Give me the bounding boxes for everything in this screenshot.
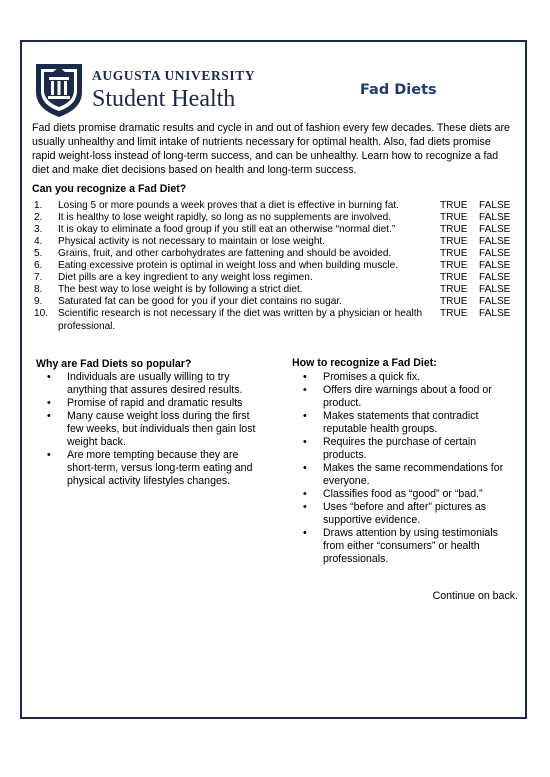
quiz-item-number: 1. xyxy=(34,200,43,211)
quiz-item xyxy=(32,224,520,236)
list-item: • Uses “before and after” pictures as supportive evidence. xyxy=(292,501,520,527)
list-item: • Individuals are usually willing to try anything that assures desired results. xyxy=(36,371,268,397)
department-name: Student Health xyxy=(92,86,236,112)
quiz-item-number: 10. xyxy=(34,308,49,319)
quiz-item-text: It is okay to eliminate a food group if you still eat an otherwise “normal diet.” xyxy=(58,224,396,235)
quiz-item-text: Eating excessive protein is optimal in weight loss and when building muscle. xyxy=(58,260,399,271)
list-item: • Promises a quick fix. xyxy=(292,371,520,384)
quiz-list xyxy=(32,200,520,333)
quiz-item xyxy=(32,212,520,224)
university-logo xyxy=(34,62,254,118)
false-option: FALSE xyxy=(479,296,511,307)
true-option: TRUE xyxy=(440,308,468,319)
false-option: FALSE xyxy=(479,236,511,247)
quiz-item-number: 5. xyxy=(34,248,43,259)
true-option: TRUE xyxy=(440,296,468,307)
list-item: • Many cause weight loss during the first few weeks, but individuals then gain lost weight back. xyxy=(36,410,268,449)
quiz-item-text: Scientific research is not necessary if the diet was written by a physician or health professional. xyxy=(58,308,423,332)
quiz-question: Can you recognize a Fad Diet? xyxy=(32,183,187,195)
quiz-item-number: 6. xyxy=(34,260,43,271)
list-item: • Makes the same recommendations for everyone. xyxy=(292,462,520,488)
quiz-item-number: 7. xyxy=(34,272,43,283)
recognize-list xyxy=(292,371,520,566)
intro-paragraph: Fad diets promise dramatic results and cycle in and out of fashion every few decades. These diets are usually unhealthy and limit intake of nutrients necessary for optimal health. Also, fad diets promise rapid weight-loss instead of long-term success, and can be unhealthy. Learn how to recognize a fad diet and make diet decisions based on health and long-term success. xyxy=(32,122,510,176)
quiz-item-text: Physical activity is not necessary to maintain or lose weight. xyxy=(58,236,326,247)
false-option: FALSE xyxy=(479,284,511,295)
quiz-item xyxy=(32,236,520,248)
list-item: • Are more tempting because they are short-term, versus long-term eating and physical activity lifestyles changes. xyxy=(36,449,268,488)
quiz-item xyxy=(32,260,520,272)
false-option: FALSE xyxy=(479,308,511,319)
quiz-item-number: 2. xyxy=(34,212,43,223)
quiz-item xyxy=(32,308,520,333)
true-option: TRUE xyxy=(440,284,468,295)
popular-list xyxy=(36,371,268,488)
quiz-item-text: The best way to lose weight is by following a strict diet. xyxy=(58,284,303,295)
list-item: • Requires the purchase of certain products. xyxy=(292,436,520,462)
quiz-item-text: It is healthy to lose weight rapidly, so long as no supplements are involved. xyxy=(58,212,392,223)
false-option: FALSE xyxy=(479,200,511,211)
true-option: TRUE xyxy=(440,200,468,211)
quiz-item-number: 4. xyxy=(34,236,43,247)
quiz-item-number: 8. xyxy=(34,284,43,295)
true-option: TRUE xyxy=(440,260,468,271)
list-item: • Promise of rapid and dramatic results xyxy=(36,397,268,410)
quiz-item-text: Diet pills are a key ingredient to any weight loss regimen. xyxy=(58,272,313,283)
false-option: FALSE xyxy=(479,212,511,223)
popular-heading: Why are Fad Diets so popular? xyxy=(36,358,192,370)
shield-icon xyxy=(34,62,84,118)
true-option: TRUE xyxy=(440,224,468,235)
false-option: FALSE xyxy=(479,224,511,235)
page-title: Fad Diets xyxy=(360,82,437,98)
true-option: TRUE xyxy=(440,248,468,259)
quiz-item-text: Saturated fat can be good for you if your diet contains no sugar. xyxy=(58,296,342,307)
false-option: FALSE xyxy=(479,248,511,259)
true-option: TRUE xyxy=(440,272,468,283)
quiz-item xyxy=(32,200,520,212)
list-item: • Draws attention by using testimonials from either “consumers” or health professionals. xyxy=(292,527,520,566)
quiz-item xyxy=(32,248,520,260)
quiz-item-text: Grains, fruit, and other carbohydrates are fattening and should be avoided. xyxy=(58,248,392,259)
true-option: TRUE xyxy=(440,236,468,247)
quiz-item xyxy=(32,296,520,308)
quiz-item xyxy=(32,272,520,284)
quiz-item-number: 9. xyxy=(34,296,43,307)
list-item: • Classifies food as “good” or “bad.” xyxy=(292,488,520,501)
university-name: AUGUSTA UNIVERSITY xyxy=(92,68,256,83)
list-item: • Offers dire warnings about a food or product. xyxy=(292,384,520,410)
recognize-heading: How to recognize a Fad Diet: xyxy=(292,357,437,369)
quiz-item-number: 3. xyxy=(34,224,43,235)
continue-note: Continue on back. xyxy=(432,590,518,602)
false-option: FALSE xyxy=(479,272,511,283)
list-item: • Makes statements that contradict reputable health groups. xyxy=(292,410,520,436)
quiz-item xyxy=(32,284,520,296)
quiz-item-text: Losing 5 or more pounds a week proves that a diet is effective in burning fat. xyxy=(58,200,399,211)
false-option: FALSE xyxy=(479,260,511,271)
true-option: TRUE xyxy=(440,212,468,223)
